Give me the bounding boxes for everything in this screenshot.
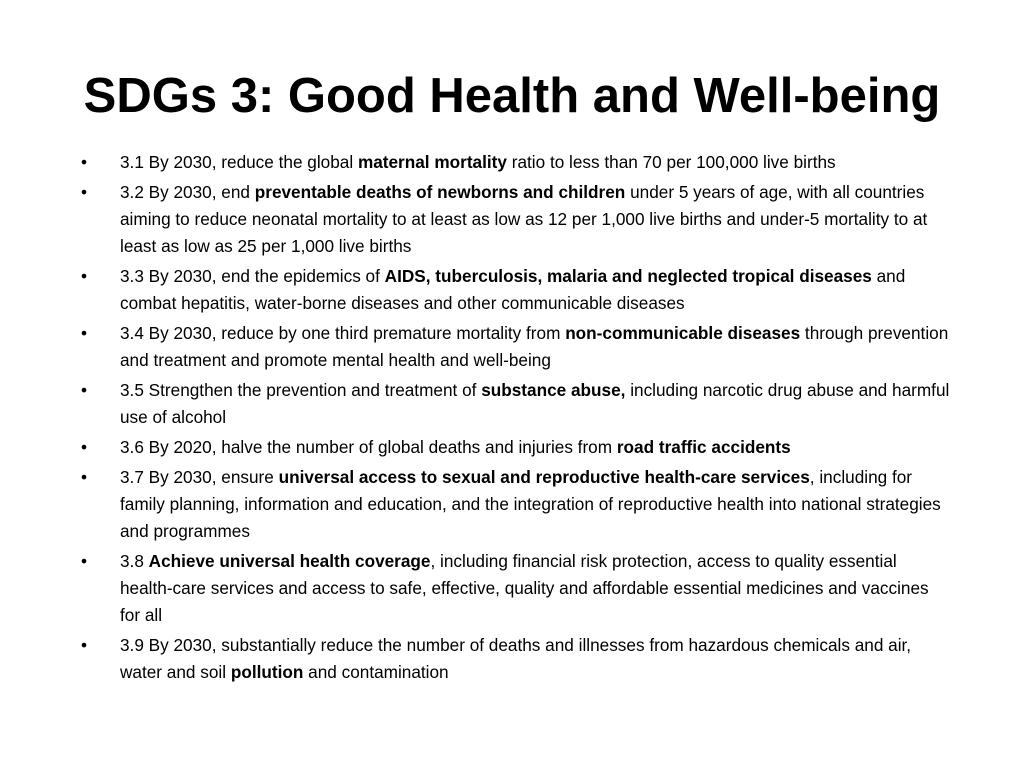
bullet-segment: 3.1 By 2030, reduce the global xyxy=(120,152,358,172)
slide-title: SDGs 3: Good Health and Well-being xyxy=(83,69,941,123)
bullet-dot-icon: • xyxy=(81,323,88,343)
bullet-text xyxy=(120,437,791,457)
bullet-dot-icon: • xyxy=(81,467,88,487)
bullet-text xyxy=(120,266,905,313)
bullet-item xyxy=(81,320,951,374)
bullet-segment: 3.4 By 2030, reduce by one third premature mortality from xyxy=(120,323,566,343)
bullet-dot-icon: • xyxy=(81,266,88,286)
bullet-emphasis: Achieve universal health coverage xyxy=(148,551,431,571)
bullet-item xyxy=(81,464,951,545)
bullet-emphasis: preventable deaths of newborns and children xyxy=(254,182,626,202)
bullet-emphasis: road traffic accidents xyxy=(616,437,791,457)
bullet-text xyxy=(120,635,911,682)
bullet-text xyxy=(120,551,929,625)
bullet-item xyxy=(81,434,951,461)
bullet-emphasis: pollution xyxy=(230,662,304,682)
bullet-item xyxy=(81,632,951,686)
bullet-text xyxy=(120,182,927,256)
bullet-dot-icon: • xyxy=(81,182,88,202)
bullet-segment: 3.2 By 2030, end xyxy=(120,182,255,202)
bullet-dot-icon: • xyxy=(81,551,88,571)
bullet-segment: , including for family planning, information and education, and the integration of reproductive health into national strategies and programmes xyxy=(120,467,941,541)
bullet-segment: under 5 years of age, with all countries aiming to reduce neonatal mortality to at least as low as 12 per 1,000 live births and under-5 mortality to at least as low as 25 per 1,000 live births xyxy=(120,182,928,256)
bullet-item xyxy=(81,149,951,176)
bullet-text xyxy=(120,467,941,541)
bullet-text xyxy=(120,152,836,172)
bullet-segment: including narcotic drug abuse and harmful use of alcohol xyxy=(120,380,950,427)
bullet-item xyxy=(81,179,951,260)
bullet-item xyxy=(81,263,951,317)
bullet-item xyxy=(81,548,951,629)
bullet-segment: , including financial risk protection, access to quality essential health-care services and access to safe, effective, quality and affordable essential medicines and vaccines for all xyxy=(120,551,929,625)
bullet-text xyxy=(120,323,948,370)
bullet-list xyxy=(81,149,951,689)
bullet-emphasis: maternal mortality xyxy=(357,152,507,172)
bullet-segment: and combat hepatitis, water-borne diseases and other communicable diseases xyxy=(120,266,906,313)
bullet-emphasis: universal access to sexual and reproductive health-care services xyxy=(278,467,810,487)
bullet-segment: ratio to less than 70 per 100,000 live births xyxy=(506,152,836,172)
bullet-dot-icon: • xyxy=(81,152,88,172)
bullet-segment: 3.9 By 2030, substantially reduce the number of deaths and illnesses from hazardous chemicals and air, water and soil xyxy=(120,635,912,682)
bullet-emphasis: substance abuse, xyxy=(481,380,626,400)
bullet-dot-icon: • xyxy=(81,635,88,655)
bullet-item xyxy=(81,377,951,431)
bullet-segment: 3.3 By 2030, end the epidemics of xyxy=(120,266,385,286)
bullet-segment: 3.8 xyxy=(120,551,149,571)
bullet-segment: 3.7 By 2030, ensure xyxy=(120,467,279,487)
bullet-emphasis: AIDS, tuberculosis, malaria and neglected tropical diseases xyxy=(384,266,872,286)
bullet-segment: 3.6 By 2020, halve the number of global deaths and injuries from xyxy=(120,437,617,457)
bullet-emphasis: non-communicable diseases xyxy=(565,323,801,343)
bullet-dot-icon: • xyxy=(81,437,88,457)
bullet-segment: through prevention and treatment and promote mental health and well-being xyxy=(120,323,949,370)
bullet-dot-icon: • xyxy=(81,380,88,400)
bullet-text xyxy=(120,380,949,427)
bullet-segment: 3.5 Strengthen the prevention and treatment of xyxy=(120,380,482,400)
bullet-segment: and contamination xyxy=(303,662,449,682)
